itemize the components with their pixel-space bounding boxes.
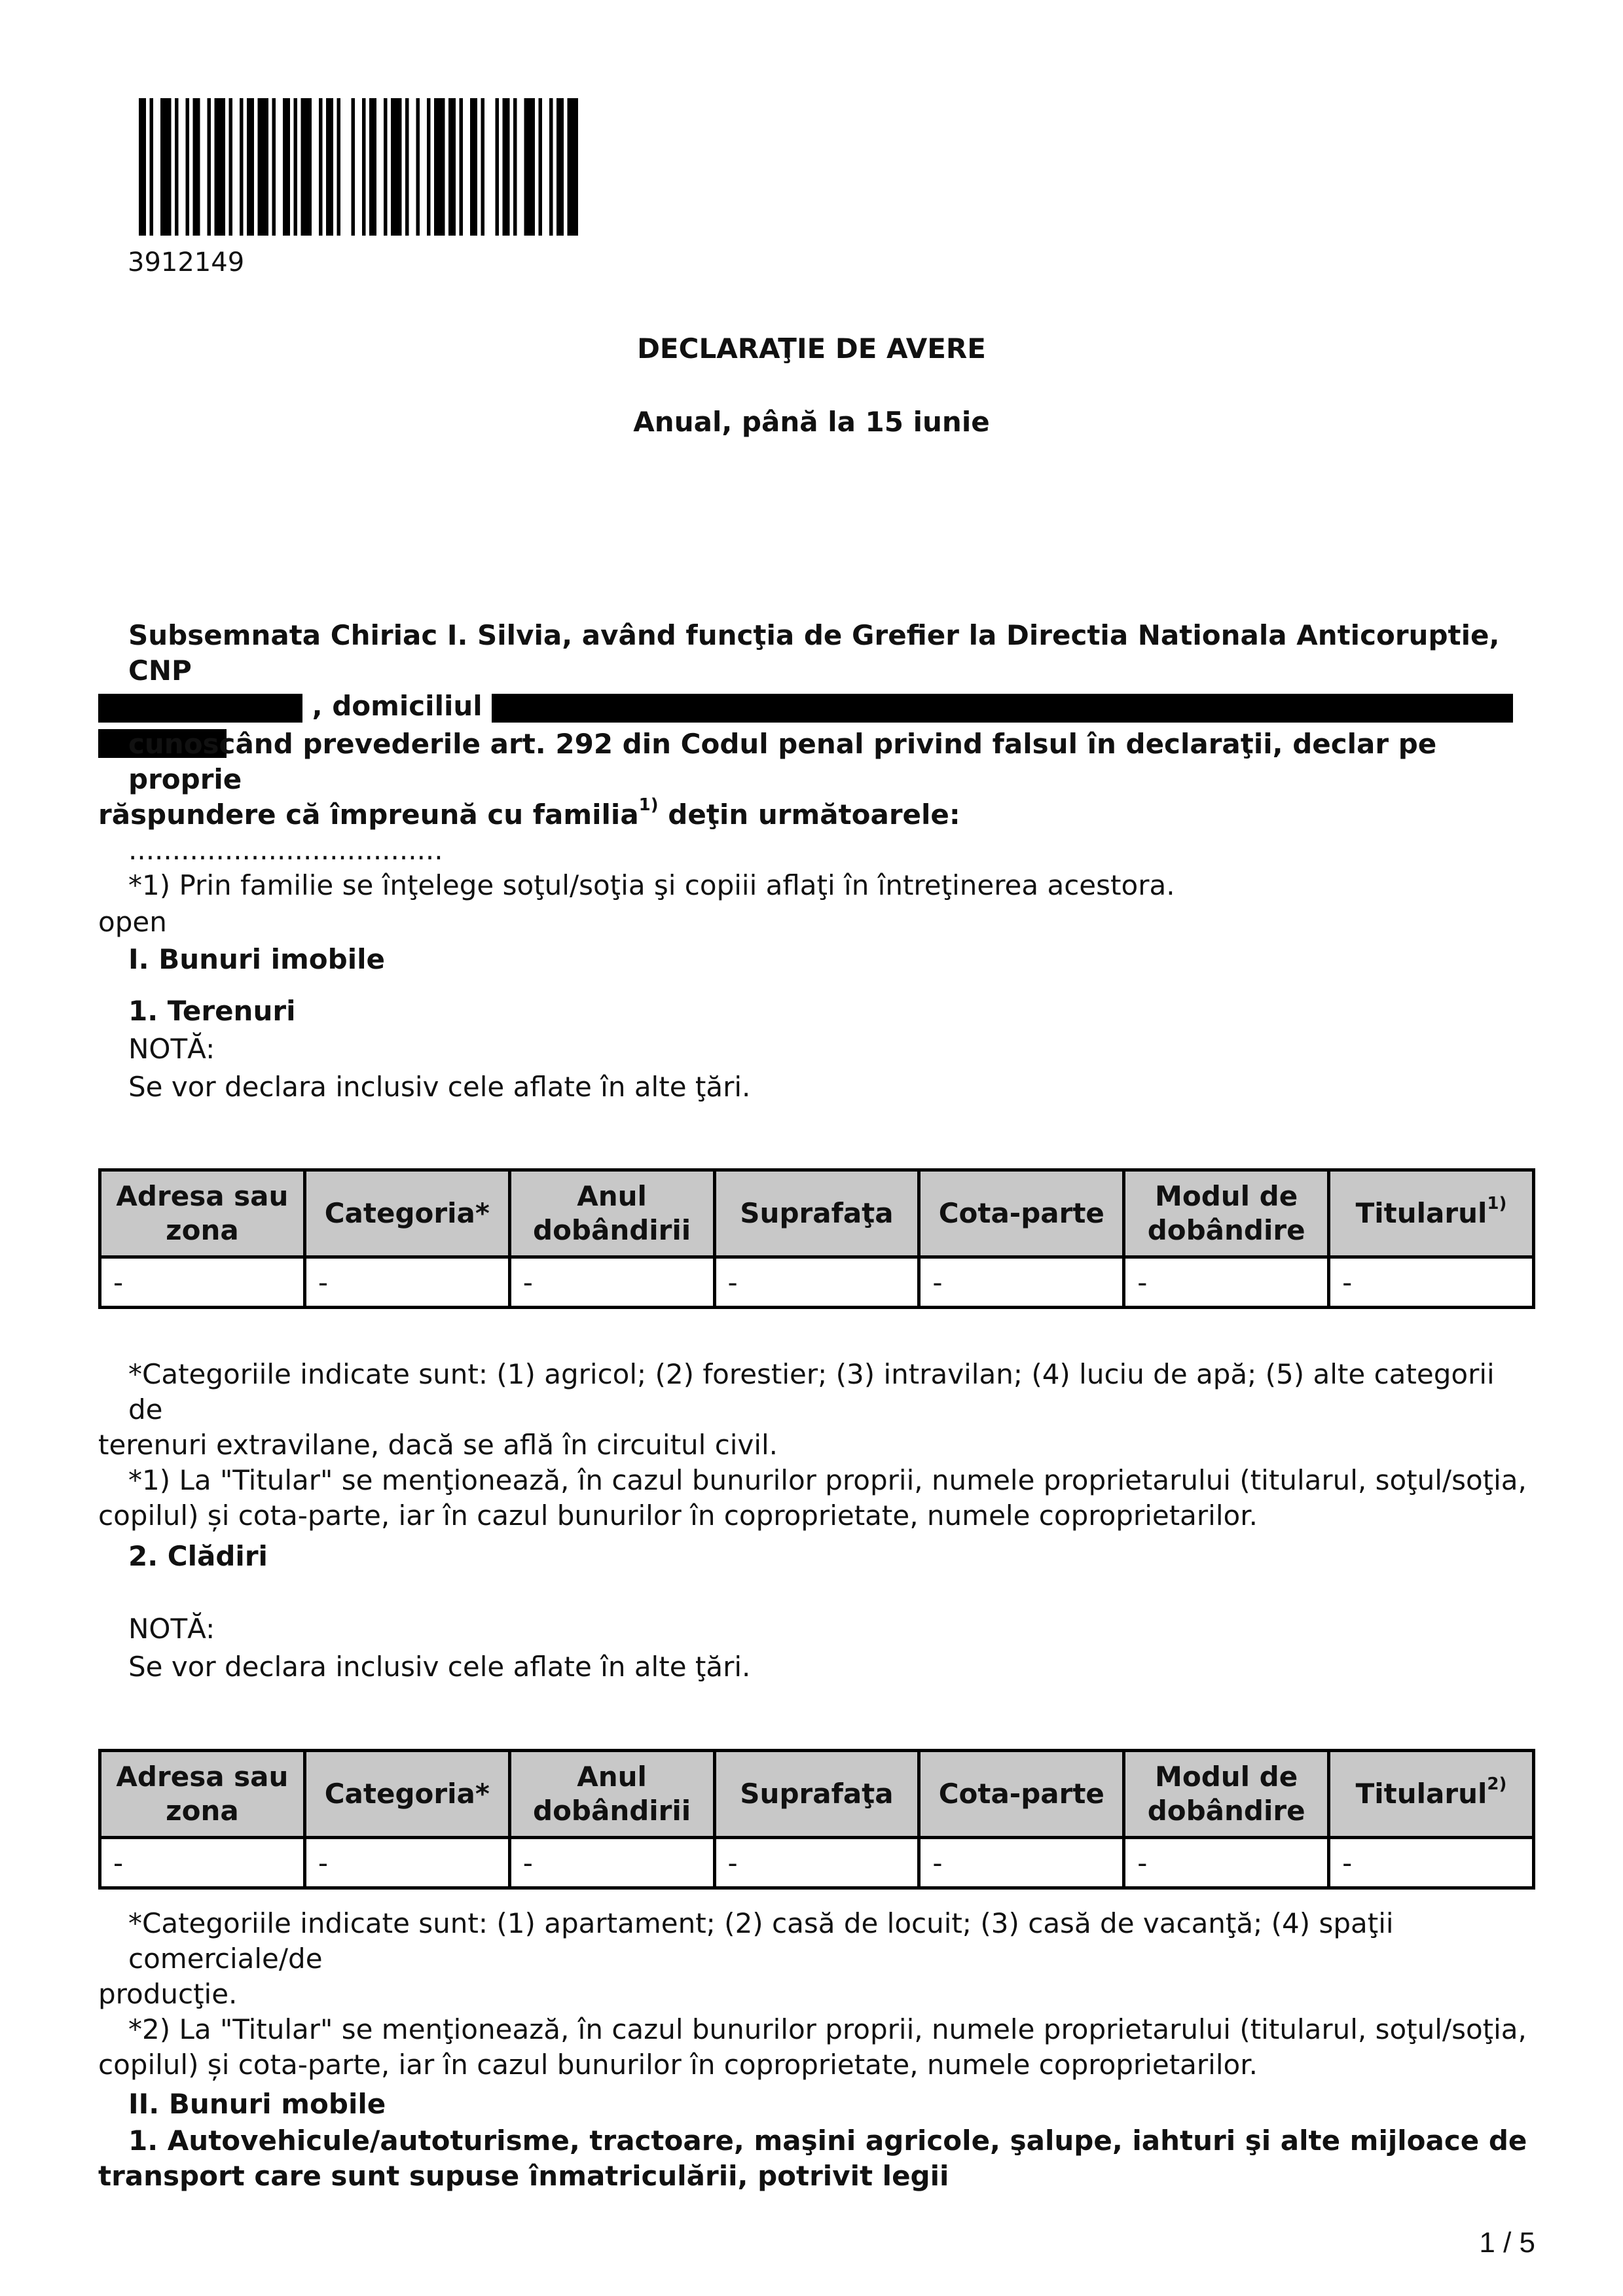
table-cell: - <box>1124 1838 1329 1888</box>
col-header: Adresa sau zona <box>100 1170 305 1257</box>
barcode-bar <box>503 98 510 236</box>
barcode-bar <box>215 98 226 236</box>
barcode-bar <box>326 98 333 236</box>
titular-note: copilul) și cota-parte, iar în cazul bunurilor în coproprietate, numele coproprietarilor. <box>98 1499 1258 1532</box>
table-header-row <box>100 1751 1534 1838</box>
barcode-bar <box>470 98 477 236</box>
open-label: open <box>98 906 167 938</box>
nota-label: NOTĂ: <box>128 1033 215 1065</box>
table-cell: - <box>509 1257 714 1308</box>
cladiri-notes <box>98 1906 1532 2083</box>
barcode-bar <box>391 98 402 236</box>
barcode-bar <box>513 98 517 236</box>
barcode-bar <box>319 98 323 236</box>
statement-line: răspundere că împreună cu familia$^{1)}$ deţin următoarele: <box>98 795 960 831</box>
table-cell: - <box>919 1838 1124 1888</box>
cladiri-block <box>98 1537 1532 1686</box>
barcode-bar <box>247 98 254 236</box>
barcode-bar <box>229 98 233 236</box>
table-cell: - <box>919 1257 1124 1308</box>
redacted-cnp <box>98 694 302 723</box>
col-header: Cota-parte <box>919 1170 1124 1257</box>
category-note: terenuri extravilane, dacă se află în circuitul civil. <box>98 1429 778 1461</box>
page-number: 1 / 5 <box>1479 2227 1535 2259</box>
barcode-bar <box>150 98 154 236</box>
section-heading-imobile: I. Bunuri imobile <box>128 943 386 975</box>
barcode-bar <box>448 98 456 236</box>
document-subtitle: Anual, până la 15 iunie <box>633 406 990 438</box>
table-cell: - <box>304 1257 509 1308</box>
barcode-number: 3912149 <box>128 247 245 278</box>
barcode-bar <box>568 98 579 236</box>
barcode-bar <box>139 98 146 236</box>
table-cell: - <box>1329 1257 1534 1308</box>
table-cell: - <box>304 1838 509 1888</box>
col-header: Modul de dobândire <box>1124 1751 1329 1838</box>
barcode-bar <box>186 98 190 236</box>
barcode-bar <box>384 98 388 236</box>
intro-cnp-line <box>98 689 1532 724</box>
redacted-address <box>492 694 1513 723</box>
table-row <box>100 1838 1534 1888</box>
col-header: Suprafaţa <box>714 1751 919 1838</box>
barcode-bar <box>496 98 500 236</box>
nota-text: Se vor declara inclusiv cele aflate în alte ţări. <box>128 1651 751 1683</box>
section-heading-mobile: II. Bunuri mobile <box>128 2088 386 2120</box>
barcode-bar <box>240 98 244 236</box>
barcode-bar <box>258 98 269 236</box>
table-cell: - <box>1124 1257 1329 1308</box>
intro-line: Subsemnata Chiriac I. Silvia, având funcţia de Grefier la Directia Nationala Anticoruptie, CNP <box>128 619 1500 687</box>
barcode-bar <box>294 98 298 236</box>
barcode-bar <box>369 98 376 236</box>
statement-block <box>98 726 1532 978</box>
barcode-bar <box>549 98 553 236</box>
table-row <box>100 1257 1534 1308</box>
barcode-bar <box>362 98 366 236</box>
table-cell: - <box>714 1838 919 1888</box>
family-footnote: *1) Prin familie se înţelege soţul/soţia şi copiii aflaţi în întreţinerea acestora. <box>128 869 1175 901</box>
col-header-titular: Titularul$^{2)}$ <box>1329 1751 1534 1838</box>
category-note: producţie. <box>98 1978 238 2010</box>
titular-note: *2) La "Titular" se menţionează, în cazul bunurilor proprii, numele proprietarului (titularul, soţul/soţia, <box>128 2013 1527 2045</box>
barcode-bar <box>337 98 341 236</box>
col-header: Anul dobândirii <box>509 1170 714 1257</box>
barcode-bar <box>481 98 485 236</box>
barcode-bar <box>524 98 536 236</box>
section-bunuri-mobile <box>98 2085 1532 2194</box>
col-header: Adresa sau zona <box>100 1751 305 1838</box>
terenuri-notes <box>98 1357 1532 1534</box>
nota-label: NOTĂ: <box>128 1613 215 1645</box>
cladiri-table <box>98 1749 1535 1890</box>
col-header: Categoria* <box>304 1751 509 1838</box>
barcode-bar <box>460 98 464 236</box>
barcode-bar <box>556 98 564 236</box>
barcode-image <box>139 98 882 236</box>
barcode-bar <box>434 98 445 236</box>
col-header: Categoria* <box>304 1170 509 1257</box>
table-cell: - <box>100 1838 305 1888</box>
barcode-bar <box>352 98 356 236</box>
subsection-heading-cladiri: 2. Clădiri <box>128 1540 268 1572</box>
table-header-row <box>100 1170 1534 1257</box>
col-header: Anul dobândirii <box>509 1751 714 1838</box>
table-cell: - <box>100 1257 305 1308</box>
category-note: *Categoriile indicate sunt: (1) agricol; (2) forestier; (3) intravilan; (4) luciu de apă; (5) alte categorii de <box>128 1358 1495 1426</box>
barcode-bar <box>160 98 172 236</box>
subsection-heading-terenuri: 1. Terenuri <box>128 995 296 1027</box>
barcode-bar <box>283 98 290 236</box>
barcode-bar <box>416 98 420 236</box>
barcode-bar <box>427 98 431 236</box>
col-header: Modul de dobândire <box>1124 1170 1329 1257</box>
col-header-titular: Titularul$^{1)}$ <box>1329 1170 1534 1257</box>
nota-text: Se vor declara inclusiv cele aflate în alte ţări. <box>128 1071 751 1103</box>
dotted-line: .................................... <box>128 834 443 866</box>
domiciliu-label: , domiciliul <box>312 690 483 722</box>
titular-note: *1) La "Titular" se menţionează, în cazul bunurilor proprii, numele proprietarului (titularul, soţul/soţia, <box>128 1464 1527 1496</box>
terenuri-table <box>98 1168 1535 1309</box>
barcode-bar <box>405 98 409 236</box>
barcode-bar <box>175 98 179 236</box>
col-header: Cota-parte <box>919 1751 1124 1838</box>
barcode-bar <box>539 98 543 236</box>
category-note: *Categoriile indicate sunt: (1) apartament; (2) casă de locuit; (3) casă de vacanţă; (4) spaţii comerciale/de <box>128 1907 1394 1975</box>
subsection-heading-autovehicule: 1. Autovehicule/autoturisme, tractoare, maşini agricole, şalupe, iahturi şi alte mijloace de <box>128 2125 1527 2157</box>
titular-note: copilul) și cota-parte, iar în cazul bunurilor în coproprietate, numele coproprietarilor. <box>98 2049 1258 2081</box>
document-title: DECLARAŢIE DE AVERE <box>637 332 986 365</box>
subsection-heading-autovehicule: transport care sunt supuse înmatriculării, potrivit legii <box>98 2160 949 2192</box>
terenuri-block <box>98 992 1532 1106</box>
col-header: Suprafaţa <box>714 1170 919 1257</box>
barcode-bar <box>193 98 200 236</box>
barcode-bar <box>272 98 276 236</box>
barcode-bar <box>301 98 312 236</box>
table-cell: - <box>1329 1838 1534 1888</box>
statement-line: cunoscând prevederile art. 292 din Codul penal privind falsul în declaraţii, declar pe proprie <box>128 728 1437 795</box>
table-cell: - <box>714 1257 919 1308</box>
table-cell: - <box>509 1838 714 1888</box>
barcode-bar <box>208 98 211 236</box>
